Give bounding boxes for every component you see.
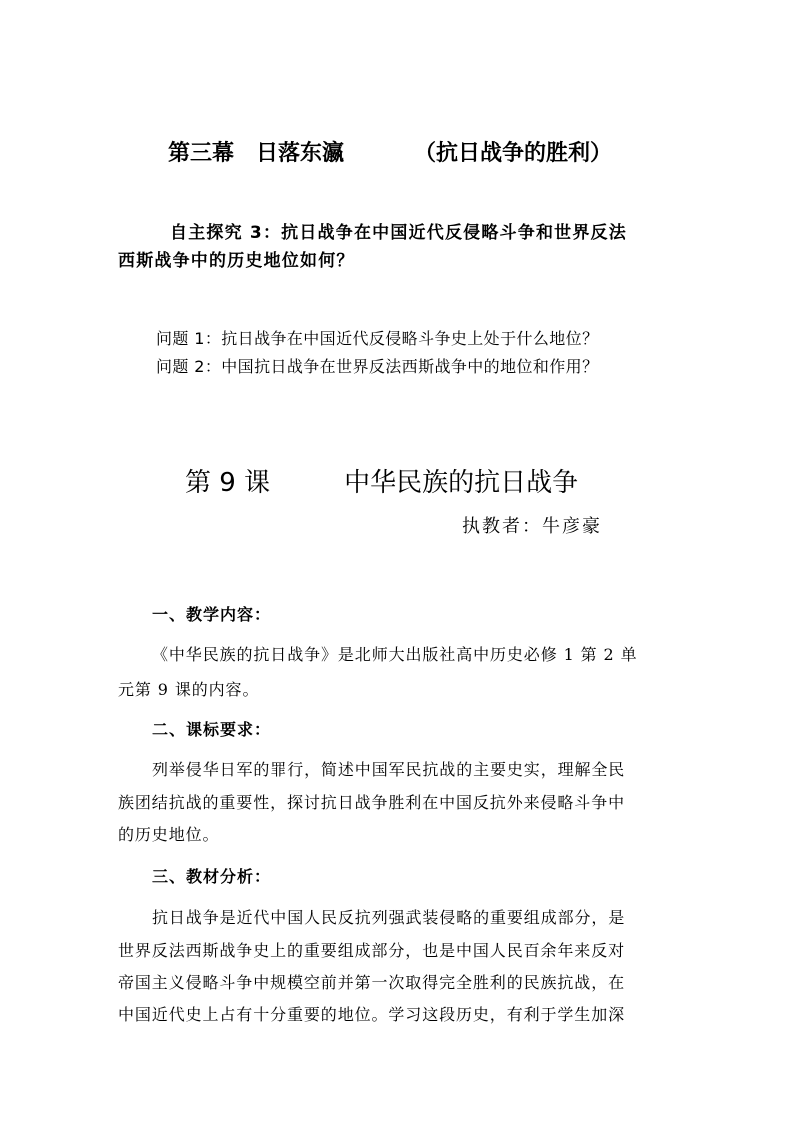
section-heading-curriculum: 二、课标要求： bbox=[152, 720, 272, 739]
paragraph-line: 族团结抗战的重要性，探讨抗日战争胜利在中国反抗外来侵略斗争中 bbox=[118, 793, 626, 812]
paragraph-line: 世界反法西斯战争史上的重要组成部分，也是中国人民百余年来反对 bbox=[118, 941, 626, 960]
act-label: 第三幕 bbox=[168, 141, 235, 166]
paragraph-line: 列举侵华日军的罪行，简述中国军民抗战的主要史实，理解全民 bbox=[152, 760, 626, 779]
paragraph-line: 元第 9 课的内容。 bbox=[118, 680, 260, 699]
paragraph-line: 抗日战争是近代中国人民反抗列强武装侵略的重要组成部分，是 bbox=[152, 908, 626, 927]
question-2: 问题 2：中国抗日战争在世界反法西斯战争中的地位和作用？ bbox=[156, 357, 599, 376]
act-title bbox=[168, 136, 612, 167]
act-subtitle: （抗日战争的胜利） bbox=[414, 141, 613, 166]
paragraph-line: 的历史地位。 bbox=[118, 825, 220, 844]
lesson-number: 第 9 课 bbox=[185, 468, 271, 498]
explore-line-1: 自主探究 3：抗日战争在中国近代反侵略斗争和世界反法 bbox=[170, 223, 627, 243]
lesson-title bbox=[185, 462, 578, 499]
paragraph-line: 中国近代史上占有十分重要的地位。学习这段历史，有利于学生加深 bbox=[118, 1005, 626, 1024]
explore-line-2: 西斯战争中的历史地位如何？ bbox=[118, 251, 355, 271]
paragraph-line: 《中华民族的抗日战争》是北师大出版社高中历史必修 1 第 2 单 bbox=[152, 645, 638, 664]
teacher-name: 执教者：牛彦豪 bbox=[462, 516, 602, 537]
lesson-name: 中华民族的抗日战争 bbox=[344, 468, 579, 498]
question-1: 问题 1：抗日战争在中国近代反侵略斗争史上处于什么地位？ bbox=[156, 329, 599, 348]
paragraph-line: 帝国主义侵略斗争中规模空前并第一次取得完全胜利的民族抗战，在 bbox=[118, 973, 626, 992]
act-name: 日落东瀛 bbox=[256, 141, 345, 166]
section-heading-teaching-content: 一、教学内容： bbox=[152, 605, 272, 624]
section-heading-textbook-analysis: 三、教材分析： bbox=[152, 867, 272, 886]
